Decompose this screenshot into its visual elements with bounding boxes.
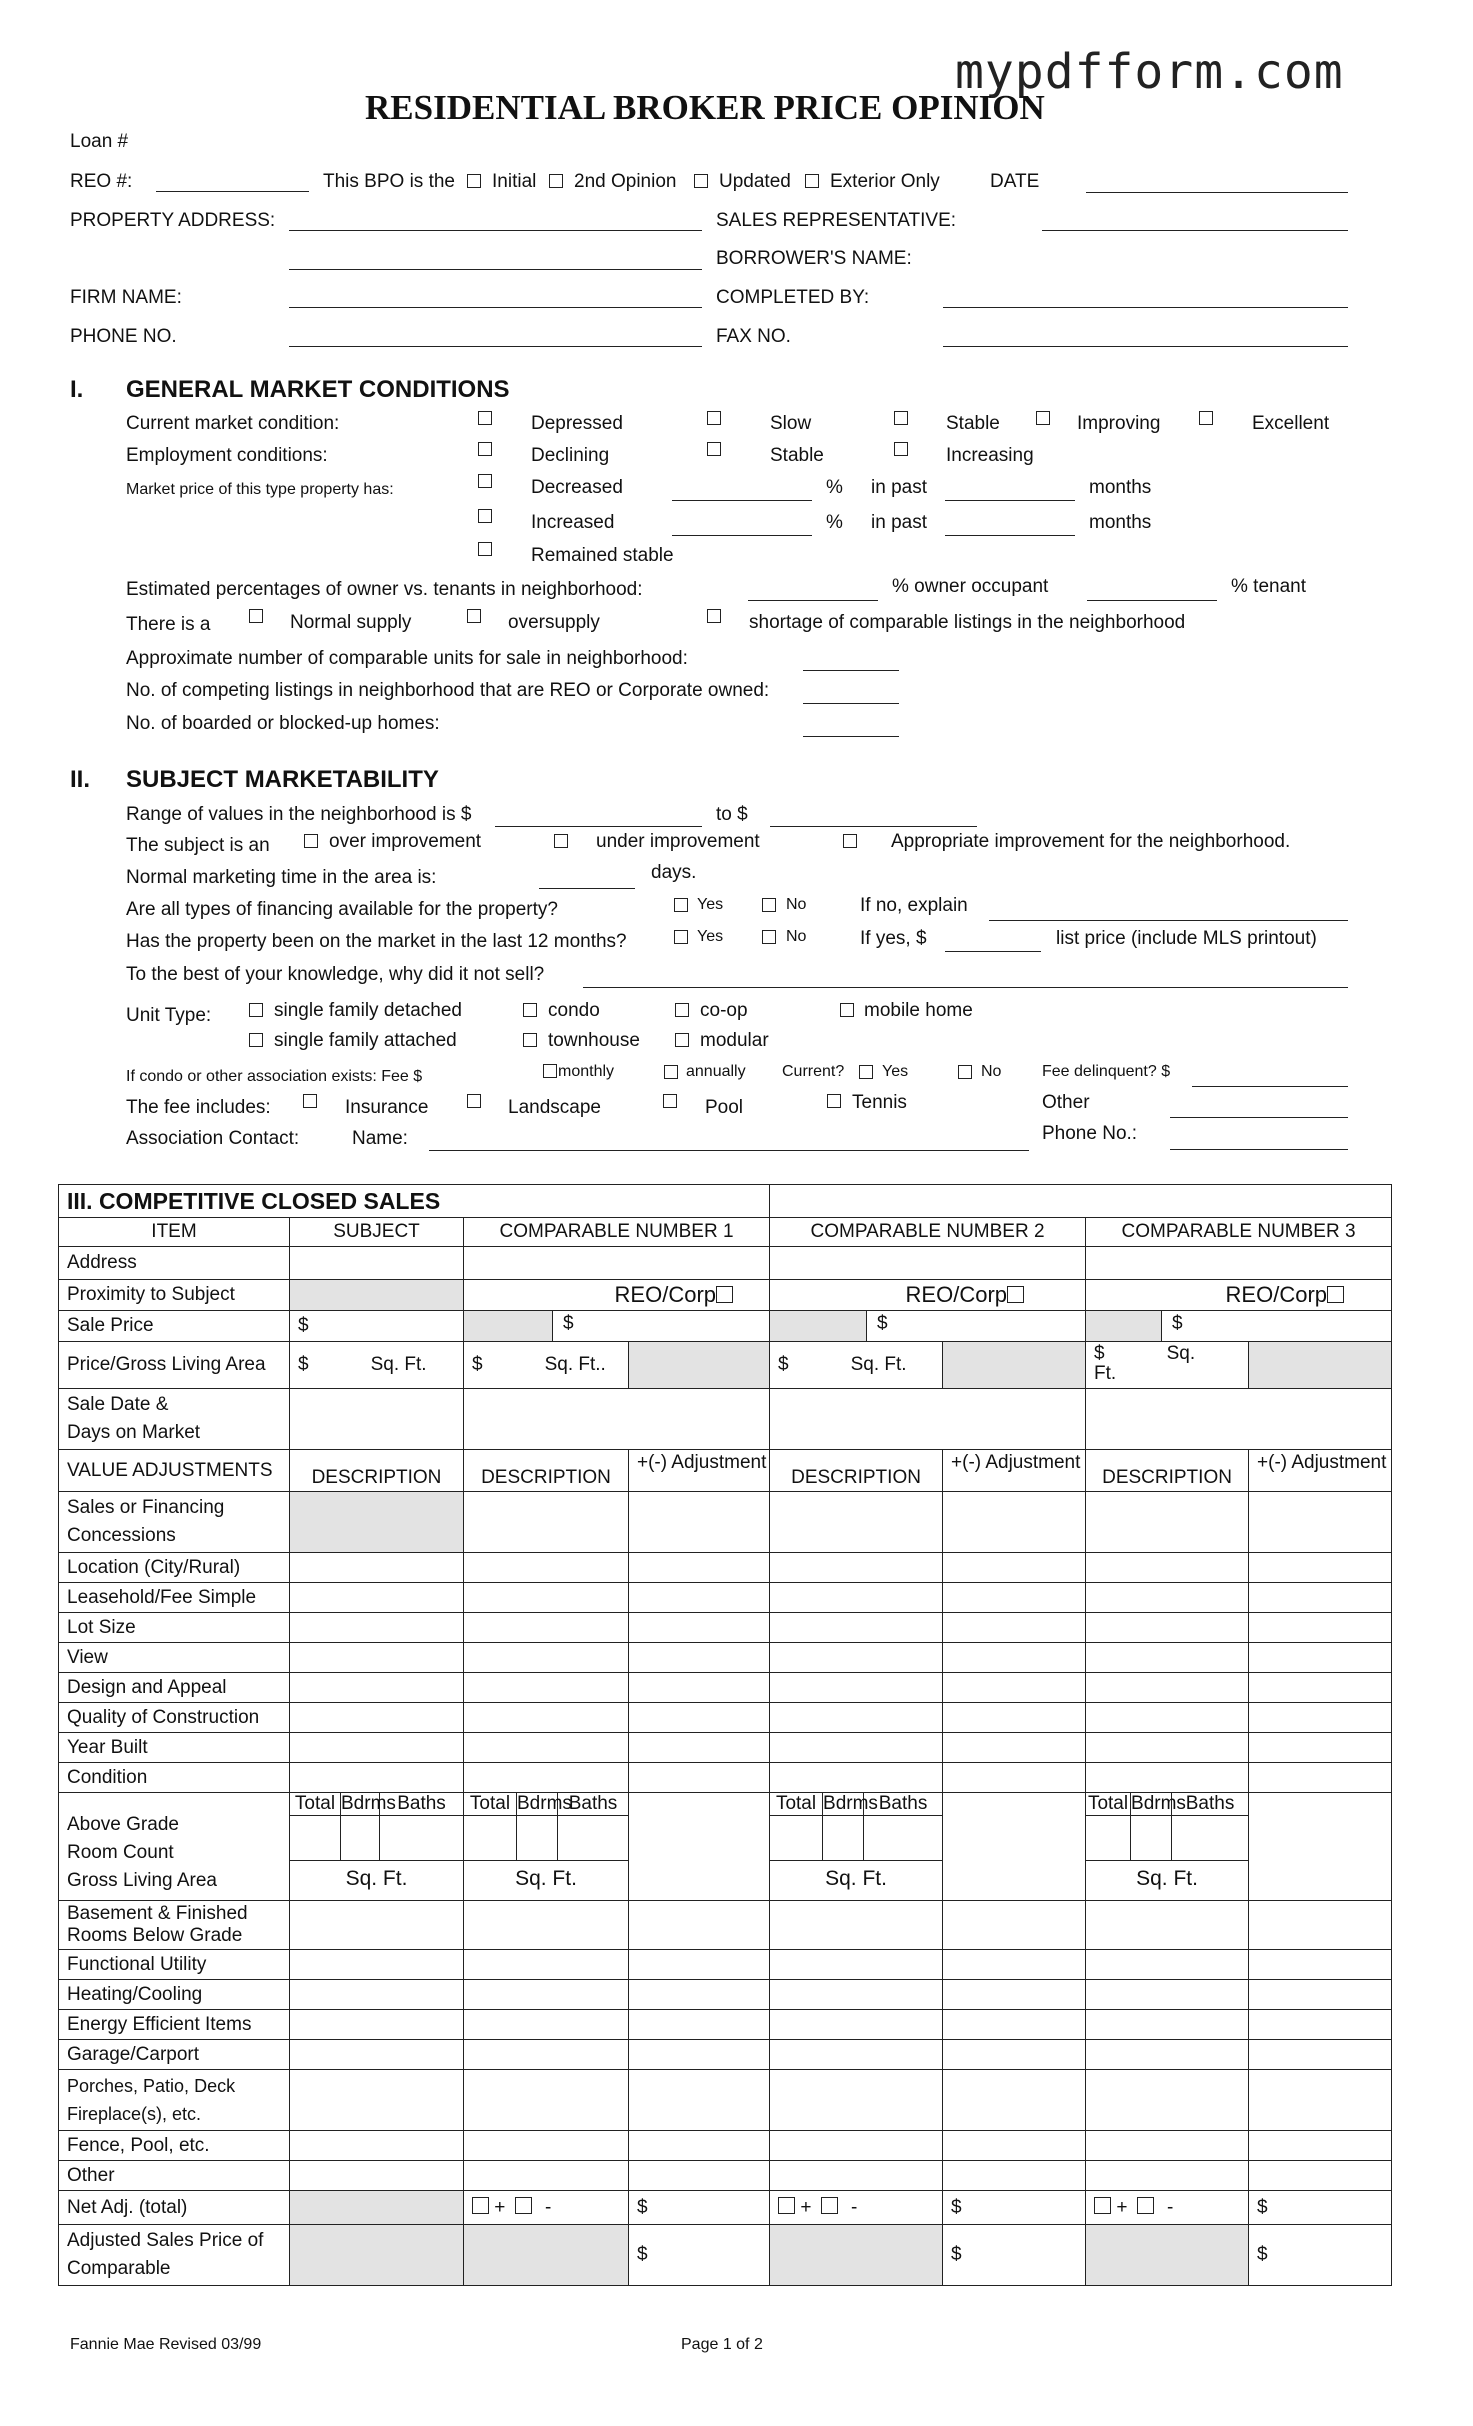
condo-label: condo [548,1000,600,1021]
employment-label: Employment conditions: [126,445,328,466]
row-above-grade: Above Grade [67,1813,179,1835]
tenant-label: % tenant [1231,576,1306,597]
row-net-adj: Net Adj. (total) [59,2191,290,2225]
there-is-label: There is a [126,614,211,635]
decreased-label: Decreased [531,477,623,498]
comp2-bdrms-label: Bdrms [823,1793,878,1814]
comp1-net-minus-label: - [544,2196,552,2218]
boarded-homes-label: No. of boarded or blocked-up homes: [126,713,440,734]
comp3-net-dollar: $ [1257,2196,1268,2218]
comp3-adjusted-dollar: $ [1257,2244,1268,2265]
row-view: View [59,1643,290,1673]
financing-no-label: No [786,896,807,913]
range-label: Range of values in the neighborhood is $ [126,804,472,825]
shortage-label: shortage of comparable listings in the neighborhood [749,612,1186,633]
on-market-yes-label: Yes [697,928,724,945]
if-yes-label: If yes, $ [860,928,927,949]
comp2-net-plus-label: + [800,2196,812,2218]
current-label: Current? [782,1063,845,1080]
on-market-yes-checkbox[interactable] [674,930,688,944]
comp3-description-header: DESCRIPTION [1086,1450,1249,1492]
col-comp1: COMPARABLE NUMBER 1 [464,1218,770,1247]
comp3-price-gla-sq: Sq. [1166,1343,1196,1364]
row-other: Other [59,2161,290,2191]
tennis-label: Tennis [852,1092,907,1113]
increasing-checkbox[interactable] [894,442,908,456]
borrower-label: BORROWER'S NAME: [716,248,912,269]
row-address: Address [59,1247,290,1280]
excellent-checkbox[interactable] [1199,411,1213,425]
market-price-label: Market price of this type property has: [126,481,394,498]
row-porches-2: Fireplace(s), etc. [67,2104,202,2124]
exterior-only-label: Exterior Only [830,171,940,192]
row-heating: Heating/Cooling [59,1980,290,2010]
current-yes-label: Yes [882,1063,909,1080]
oversupply-checkbox[interactable] [467,609,481,623]
coop-checkbox[interactable] [675,1003,689,1017]
landscape-checkbox[interactable] [467,1094,481,1108]
comp2-price-gla-sqft: Sq. Ft. [850,1354,907,1375]
property-address-field-2[interactable] [289,269,702,270]
increasing-label: Increasing [946,445,1034,466]
declining-label: Declining [531,445,610,466]
if-no-label: If no, explain [860,895,968,916]
coop-label: co-op [700,1000,748,1021]
initial-checkbox[interactable] [467,174,481,188]
current-market-label: Current market condition: [126,413,340,434]
footer-page-number: Page 1 of 2 [681,2336,763,2353]
declining-checkbox[interactable] [478,442,492,456]
form-title: RESIDENTIAL BROKER PRICE OPINION [365,88,1045,127]
comp2-reo-corp-checkbox[interactable] [1007,1286,1024,1303]
decreased-months-field[interactable] [945,500,1075,501]
subject-sale-price-dollar: $ [298,1315,309,1336]
unit-type-label: Unit Type: [126,1005,212,1026]
comp1-net-minus-checkbox[interactable] [515,2197,532,2214]
pool-checkbox[interactable] [663,1094,677,1108]
competitive-closed-sales-table [58,1184,1392,2286]
row-basement-2: Rooms Below Grade [67,1925,243,1946]
fee-delinquent-label: Fee delinquent? $ [1042,1063,1171,1080]
approx-comparable-label: Approximate number of comparable units for sale in neighborhood: [126,648,688,669]
under-improvement-checkbox[interactable] [554,834,568,848]
reo-label: REO #: [70,171,133,192]
row-fence: Fence, Pool, etc. [59,2131,290,2161]
comp3-net-minus-label: - [1166,2196,1174,2218]
comp3-price-gla-dollar: $ [1094,1343,1105,1364]
subject-total-label: Total [290,1793,341,1816]
over-improvement-checkbox[interactable] [304,834,318,848]
subject-gla-sqft: Sq. Ft. [290,1861,463,1898]
financing-no-checkbox[interactable] [762,898,776,912]
if-condo-label: If condo or other association exists: Fee $ [126,1068,423,1085]
row-room-count: Room Count [67,1841,174,1863]
comp1-baths-label: Baths [568,1793,618,1814]
completed-by-label: COMPLETED BY: [716,287,870,308]
row-sale-price: Sale Price [59,1311,290,1342]
loan-label: Loan # [70,131,129,152]
footer-revision: Fannie Mae Revised 03/99 [70,2336,262,2353]
fax-label: FAX NO. [716,326,791,347]
assoc-name-label: Name: [352,1128,408,1149]
financing-label: Are all types of financing available for the property? [126,899,558,920]
comp2-total-label: Total [770,1793,823,1816]
improving-checkbox[interactable] [1036,411,1050,425]
updated-checkbox[interactable] [694,174,708,188]
shortage-checkbox[interactable] [707,609,721,623]
under-improvement-label: under improvement [596,831,760,852]
exterior-only-checkbox[interactable] [805,174,819,188]
comp3-net-plus-label: + [1116,2196,1128,2218]
subject-is-label: The subject is an [126,835,270,856]
on-market-no-checkbox[interactable] [762,930,776,944]
subject-bdrms-label: Bdrms [341,1793,396,1814]
comp3-gla-sqft: Sq. Ft. [1086,1861,1248,1898]
comp1-bdrms-label: Bdrms [517,1793,572,1814]
annually-label: annually [686,1063,746,1080]
row-gla: Gross Living Area [67,1869,217,1891]
watermark: mypdfform.com [955,44,1344,100]
sales-rep-label: SALES REPRESENTATIVE: [716,210,957,231]
current-yes-checkbox[interactable] [859,1065,873,1079]
decreased-pct-symbol: % [826,477,843,498]
sfd-checkbox[interactable] [249,1003,263,1017]
row-value-adjustments: VALUE ADJUSTMENTS [59,1450,290,1492]
annually-checkbox[interactable] [664,1065,678,1079]
comp3-reo-corp-label: REO/Corp [1225,1282,1328,1307]
comp3-sale-price-dollar: $ [1172,1313,1183,1334]
fee-delinquent-field[interactable] [1192,1086,1348,1087]
section-3-title: III. COMPETITIVE CLOSED SALES [59,1185,770,1218]
insurance-label: Insurance [345,1097,429,1118]
employment-stable-checkbox[interactable] [707,442,721,456]
row-condition: Condition [59,1763,290,1793]
row-design: Design and Appeal [59,1673,290,1703]
assoc-contact-label: Association Contact: [126,1128,300,1149]
row-functional: Functional Utility [59,1950,290,1980]
col-comp3: COMPARABLE NUMBER 3 [1086,1218,1392,1247]
owner-occupant-field[interactable] [748,600,878,601]
comp1-price-gla-sqft: Sq. Ft.. [544,1354,606,1375]
comp2-baths-label: Baths [878,1793,928,1814]
section-2-number: II. [70,766,91,793]
comp3-reo-corp-checkbox[interactable] [1327,1286,1344,1303]
row-sales-financing-1: Sales or Financing [67,1497,225,1518]
normal-supply-label: Normal supply [290,612,412,633]
comp1-reo-corp-checkbox[interactable] [716,1286,733,1303]
comp3-bdrms-label: Bdrms [1131,1793,1186,1814]
reo-field[interactable] [156,191,309,192]
col-item: ITEM [59,1218,290,1247]
slow-label: Slow [770,413,812,434]
comp3-net-plus-checkbox[interactable] [1094,2197,1111,2214]
col-subject: SUBJECT [290,1218,464,1247]
completed-by-field[interactable] [943,307,1348,308]
stable-label: Stable [946,413,1000,434]
slow-checkbox[interactable] [707,411,721,425]
modular-label: modular [700,1030,769,1051]
comp1-net-plus-label: + [494,2196,506,2218]
on-market-label: Has the property been on the market in the last 12 months? [126,931,627,952]
monthly-checkbox[interactable] [543,1064,557,1078]
row-sale-date-2: Days on Market [67,1422,201,1443]
monthly-label: monthly [558,1063,615,1080]
increased-months-label: months [1089,512,1152,533]
row-basement-1: Basement & Finished [67,1903,248,1924]
second-opinion-checkbox[interactable] [549,174,563,188]
firm-name-label: FIRM NAME: [70,287,182,308]
date-field[interactable] [1086,192,1348,193]
col-comp2: COMPARABLE NUMBER 2 [770,1218,1086,1247]
comp1-total-label: Total [464,1793,517,1816]
condo-checkbox[interactable] [523,1003,537,1017]
section-1-title: GENERAL MARKET CONDITIONS [126,376,510,403]
current-no-label: No [981,1063,1002,1080]
depressed-label: Depressed [531,413,623,434]
current-no-checkbox[interactable] [958,1065,972,1079]
days-label: days. [651,862,697,883]
approx-comparable-field[interactable] [803,670,899,671]
sfa-checkbox[interactable] [249,1033,263,1047]
excellent-label: Excellent [1252,413,1330,434]
comp2-net-minus-checkbox[interactable] [821,2197,838,2214]
employment-stable-label: Stable [770,445,824,466]
stable-checkbox[interactable] [894,411,908,425]
row-energy: Energy Efficient Items [59,2010,290,2040]
comp2-adjusted-dollar: $ [951,2244,962,2265]
subject-description-header: DESCRIPTION [290,1450,464,1492]
comp3-adjustment-header: +(-) Adjustment [1249,1450,1392,1492]
comp1-reo-corp-label: REO/Corp [614,1282,717,1307]
subject-price-gla-dollar: $ [298,1354,309,1375]
increased-months-field[interactable] [945,535,1075,536]
row-sales-financing-2: Concessions [67,1525,176,1546]
range-to-label: to $ [716,804,748,825]
townhouse-label: townhouse [548,1030,640,1051]
competing-listings-label: No. of competing listings in neighborhood that are REO or Corporate owned: [126,680,770,701]
competing-listings-field[interactable] [803,703,899,704]
decreased-checkbox[interactable] [478,474,492,488]
townhouse-checkbox[interactable] [523,1033,537,1047]
row-proximity: Proximity to Subject [59,1280,290,1311]
pool-label: Pool [705,1097,744,1118]
financing-yes-checkbox[interactable] [674,898,688,912]
comp2-net-plus-checkbox[interactable] [778,2197,795,2214]
comp2-description-header: DESCRIPTION [770,1450,943,1492]
row-quality: Quality of Construction [59,1703,290,1733]
row-garage: Garage/Carport [59,2040,290,2070]
tennis-checkbox[interactable] [827,1094,841,1108]
why-not-sell-label: To the best of your knowledge, why did it not sell? [126,964,545,985]
why-not-sell-field[interactable] [583,987,1348,988]
bpo-is-label: This BPO is the [323,171,455,192]
comp1-adjustment-header: +(-) Adjustment [629,1450,770,1492]
estimated-label: Estimated percentages of owner vs. tenants in neighborhood: [126,579,643,600]
row-lot-size: Lot Size [59,1613,290,1643]
sales-rep-field[interactable] [1042,230,1348,231]
decreased-in-past-label: in past [871,477,927,498]
list-price-label: list price (include MLS printout) [1056,928,1317,949]
date-label: DATE [990,171,1040,192]
section-2-title: SUBJECT MARKETABILITY [126,766,439,793]
comp3-total-label: Total [1086,1793,1131,1816]
comp1-price-gla-dollar: $ [472,1354,483,1375]
mobile-home-checkbox[interactable] [840,1003,854,1017]
comp1-gla-sqft: Sq. Ft. [464,1861,628,1898]
fee-includes-label: The fee includes: [126,1097,271,1118]
sfa-label: single family attached [274,1030,457,1051]
increased-pct-field[interactable] [672,535,812,536]
list-price-field[interactable] [945,951,1041,952]
firm-name-field[interactable] [289,307,702,308]
row-porches-1: Porches, Patio, Deck [67,2076,236,2096]
fax-field[interactable] [943,346,1348,347]
comp1-net-dollar: $ [637,2196,648,2218]
tenant-field[interactable] [1087,600,1217,601]
sfd-label: single family detached [274,1000,462,1021]
financing-yes-label: Yes [697,896,724,913]
increased-in-past-label: in past [871,512,927,533]
comp2-gla-sqft: Sq. Ft. [770,1861,942,1898]
range-high-field[interactable] [770,826,977,827]
comp2-net-dollar: $ [951,2196,962,2218]
property-address-field[interactable] [289,230,702,231]
mobile-home-label: mobile home [864,1000,973,1021]
range-low-field[interactable] [495,826,702,827]
comp3-baths-label: Baths [1185,1793,1235,1814]
subject-baths-label: Baths [397,1793,446,1814]
oversupply-label: oversupply [508,612,600,633]
increased-checkbox[interactable] [478,509,492,523]
comp1-description-header: DESCRIPTION [464,1450,629,1492]
comp1-net-plus-checkbox[interactable] [472,2197,489,2214]
assoc-phone-label: Phone No.: [1042,1123,1138,1144]
owner-occupant-label: % owner occupant [892,576,1049,597]
insurance-checkbox[interactable] [303,1094,317,1108]
row-adjusted-2: Comparable [67,2258,171,2279]
subject-price-gla-sqft: Sq. Ft. [370,1354,427,1375]
remained-stable-label: Remained stable [531,545,674,566]
remained-stable-checkbox[interactable] [478,542,492,556]
row-adjusted-1: Adjusted Sales Price of [67,2230,264,2251]
row-price-gla: Price/Gross Living Area [59,1342,290,1389]
comp2-reo-corp-label: REO/Corp [905,1282,1008,1307]
comp3-price-gla-ft: Ft. [1094,1363,1117,1384]
row-leasehold: Leasehold/Fee Simple [59,1583,290,1613]
comp2-net-minus-label: - [850,2196,858,2218]
assoc-name-field[interactable] [429,1150,1029,1151]
row-sale-date-1: Sale Date & [67,1394,169,1415]
normal-time-label: Normal marketing time in the area is: [126,867,437,888]
appropriate-improvement-checkbox[interactable] [843,834,857,848]
property-address-label: PROPERTY ADDRESS: [70,210,276,231]
comp2-adjustment-header: +(-) Adjustment [943,1450,1086,1492]
boarded-homes-field[interactable] [803,736,899,737]
normal-supply-checkbox[interactable] [249,609,263,623]
assoc-phone-field[interactable] [1170,1149,1348,1150]
decreased-months-label: months [1089,477,1152,498]
appropriate-improvement-label: Appropriate improvement for the neighborhood. [891,831,1291,852]
comp3-net-minus-checkbox[interactable] [1137,2197,1154,2214]
updated-label: Updated [719,171,791,192]
second-opinion-label: 2nd Opinion [574,171,677,192]
initial-label: Initial [492,171,537,192]
if-no-field[interactable] [989,920,1348,921]
section-1-number: I. [70,376,84,403]
normal-time-field[interactable] [539,888,635,889]
fee-other-label: Other [1042,1092,1090,1113]
increased-pct-symbol: % [826,512,843,533]
comp1-sale-price-dollar: $ [563,1313,574,1334]
fee-other-field[interactable] [1170,1117,1348,1118]
over-improvement-label: over improvement [329,831,482,852]
modular-checkbox[interactable] [675,1033,689,1047]
comp2-sale-price-dollar: $ [877,1313,888,1334]
comp2-price-gla-dollar: $ [778,1354,789,1375]
comp1-adjusted-dollar: $ [637,2244,648,2265]
row-location: Location (City/Rural) [59,1553,290,1583]
improving-label: Improving [1077,413,1161,434]
decreased-pct-field[interactable] [672,500,812,501]
on-market-no-label: No [786,928,807,945]
depressed-checkbox[interactable] [478,411,492,425]
phone-label: PHONE NO. [70,326,177,347]
row-year-built: Year Built [59,1733,290,1763]
phone-field[interactable] [289,346,702,347]
increased-label: Increased [531,512,615,533]
landscape-label: Landscape [508,1097,601,1118]
